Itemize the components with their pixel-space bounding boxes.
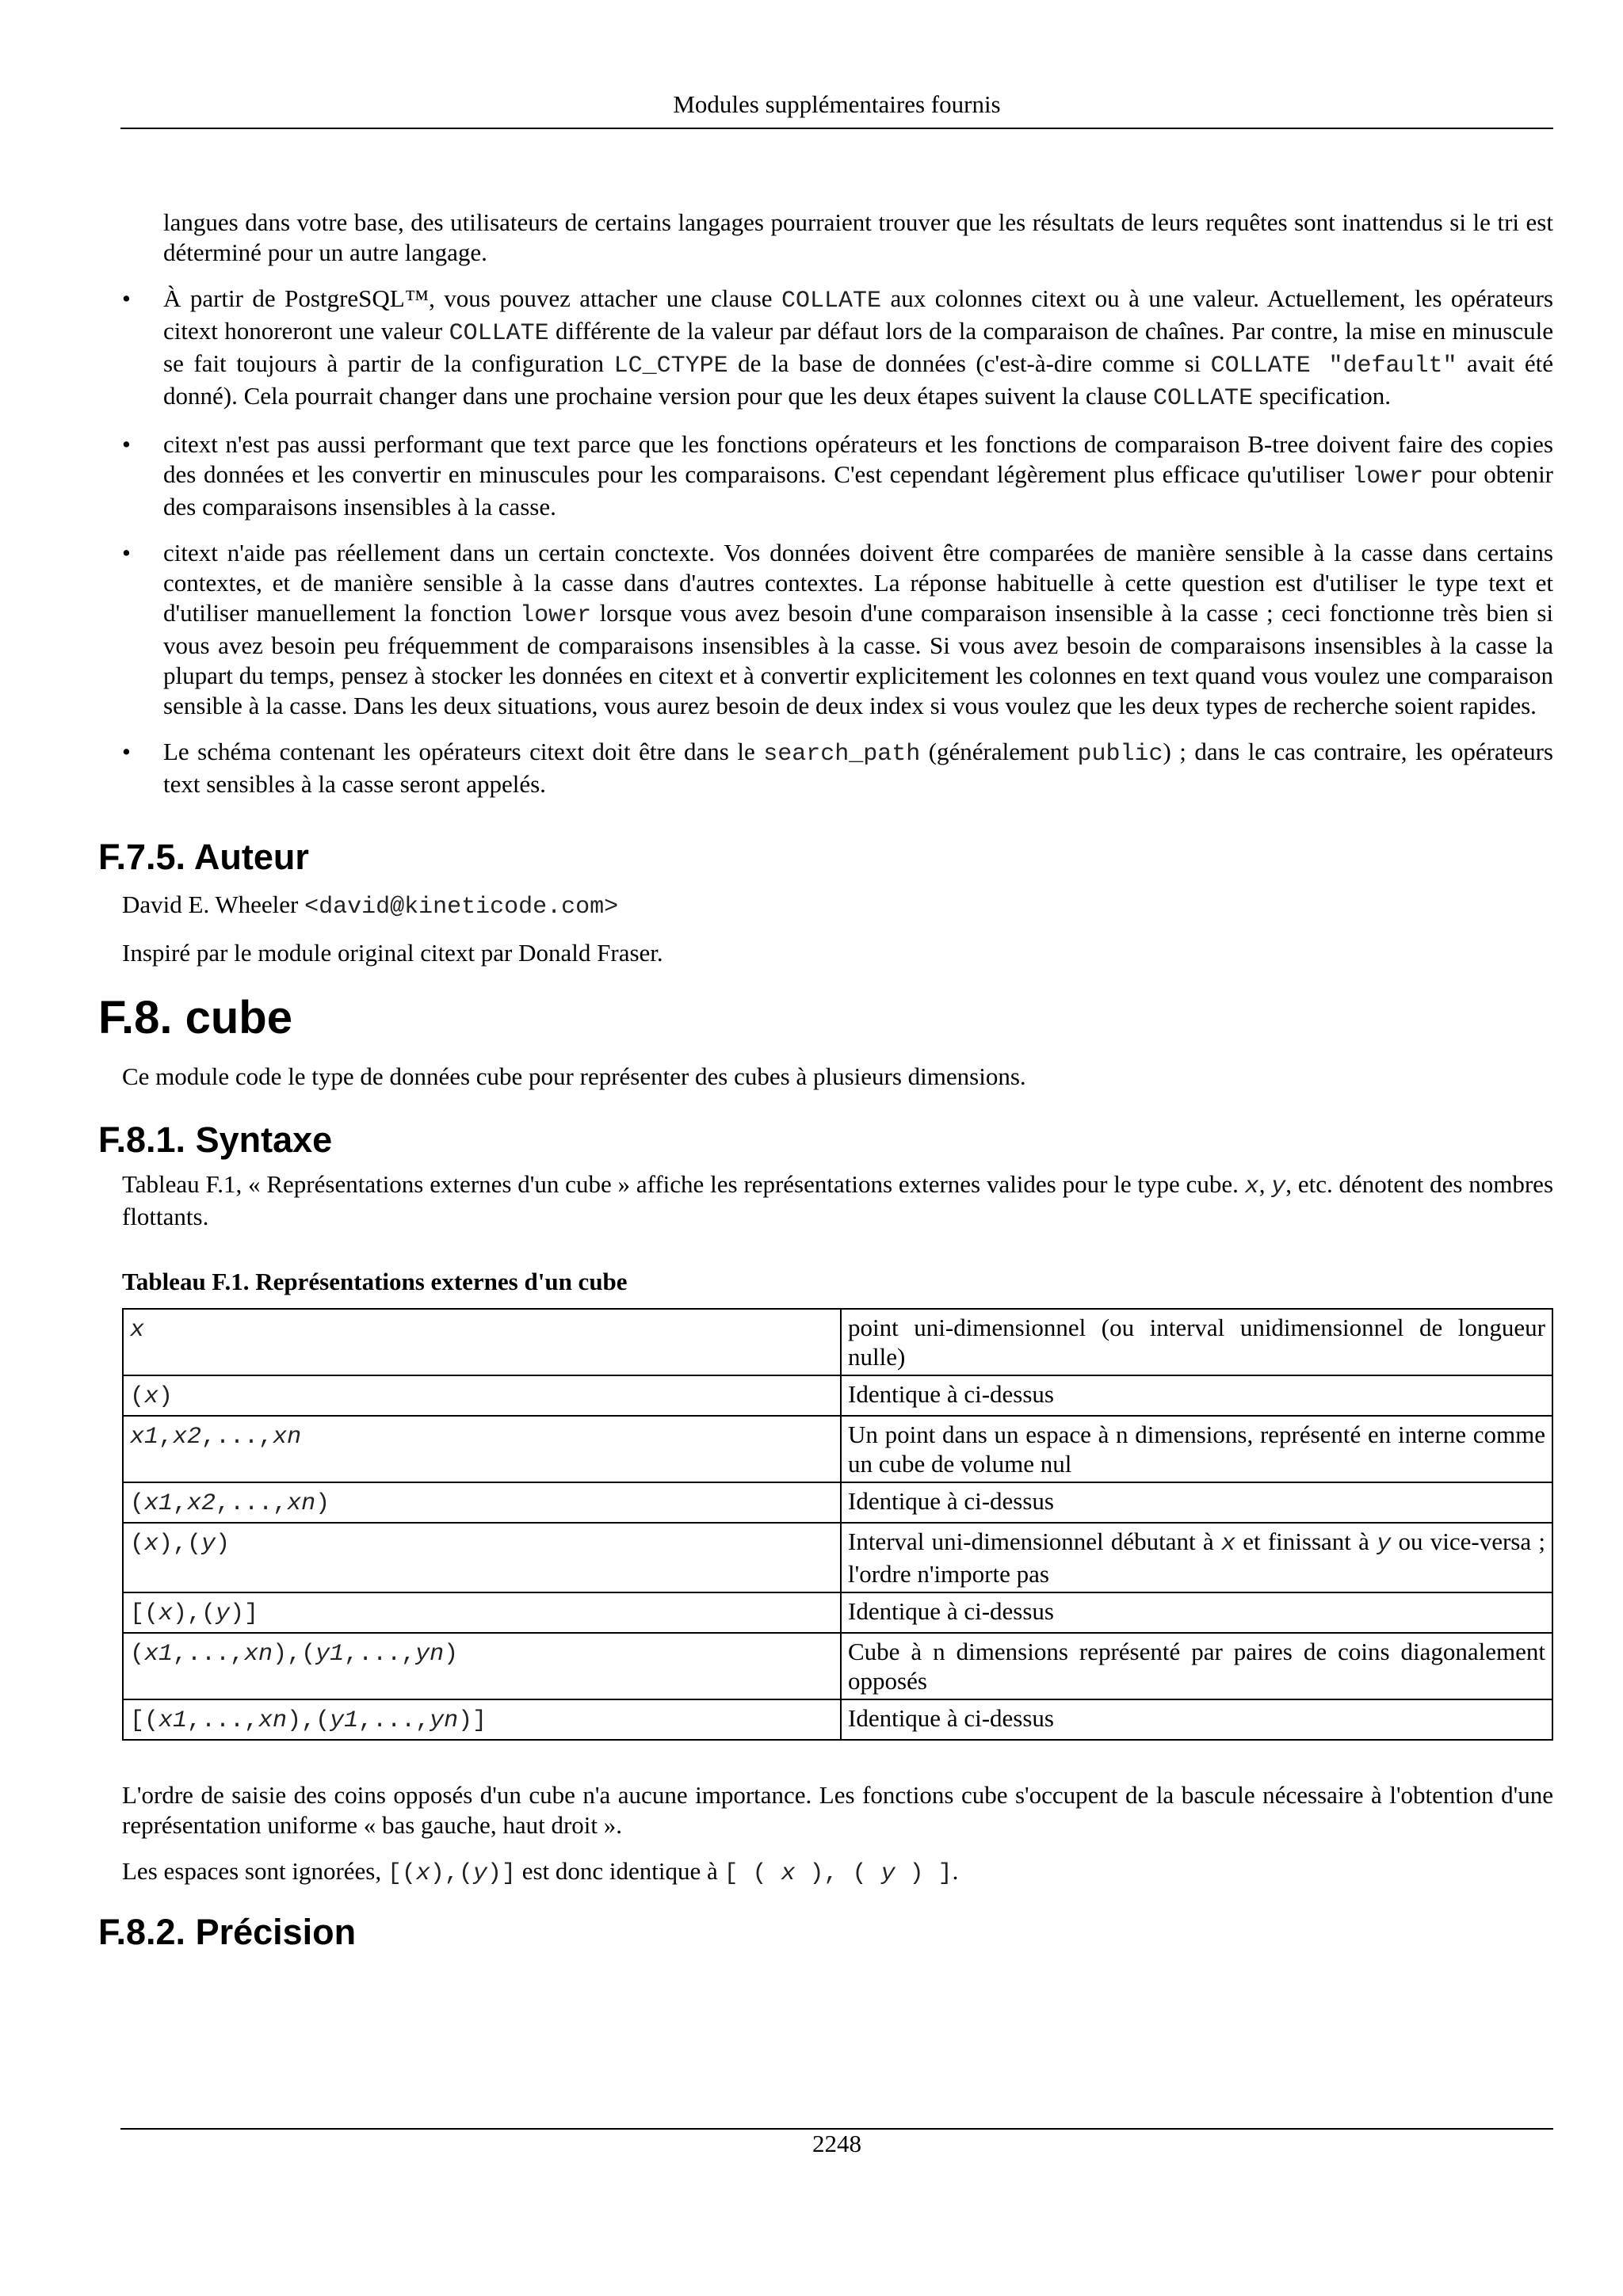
table-cell-syntax: [(x),(y)] — [123, 1592, 841, 1633]
table-cell-description: point uni-dimensionnel (ou interval unidimensionnel de longueur nulle) — [841, 1309, 1552, 1375]
table-row — [123, 1482, 1552, 1523]
intro-continuation — [98, 208, 1553, 268]
whitespace-paragraph: Les espaces sont ignorées, [(x),(y)] est donc identique à [ ( x ), ( y ) ]. — [122, 1857, 959, 1887]
table-cell-syntax: x — [123, 1309, 841, 1375]
author-inspired: Inspiré par le module original citext par Donald Fraser. — [122, 939, 663, 967]
table-cell-syntax: (x),(y) — [123, 1523, 841, 1592]
table-cell-description: Identique à ci-dessus — [841, 1592, 1552, 1633]
list-item: • Le schéma contenant les opérateurs citext doit être dans le search_path (généralement public) ; dans le cas contraire, les opérateurs text sensibles à la casse seront appelés. — [122, 738, 1553, 798]
author-line: David E. Wheeler <david@kineticode.com> — [122, 891, 619, 921]
table-row — [123, 1592, 1552, 1633]
citext-limitations-list — [98, 284, 1553, 799]
table-cell-description: Identique à ci-dessus — [841, 1482, 1552, 1523]
cube-intro: Ce module code le type de données cube pour représenter des cubes à plusieurs dimensions. — [122, 1062, 1026, 1090]
header-rule — [120, 128, 1553, 129]
bullet-icon: • — [122, 539, 131, 566]
corner-order-paragraph: L'ordre de saisie des coins opposés d'un cube n'a aucune importance. Les fonctions cube s'occupent de la bascule nécessaire à l'obtention d'une représentation uniforme « bas gauche, haut droit ». — [122, 1781, 1553, 1839]
table-caption: Tableau F.1. Représentations externes d'un cube — [122, 1268, 628, 1295]
table-cell-syntax: [(x1,...,xn),(y1,...,yn)] — [123, 1699, 841, 1740]
page-number: 2248 — [812, 2130, 861, 2157]
table-row — [123, 1699, 1552, 1740]
section-heading-syntaxe: F.8.1. Syntaxe — [98, 1119, 333, 1160]
bullet-icon: • — [122, 738, 131, 765]
page-header: Modules supplémentaires fournis — [673, 90, 1001, 118]
page-content — [98, 208, 1553, 1954]
table-cell-description: Interval uni-dimensionnel débutant à x et finissant à y ou vice-versa ; l'ordre n'importe pas — [841, 1523, 1552, 1592]
section-heading-auteur: F.7.5. Auteur — [98, 837, 309, 877]
section-heading-cube: F.8. cube — [98, 992, 292, 1043]
section-heading-precision: F.8.2. Précision — [98, 1912, 357, 1952]
table-cell-description: Cube à n dimensions représenté par paires de coins diagonalement opposés — [841, 1633, 1552, 1699]
bullet-icon: • — [122, 430, 131, 458]
list-item: • citext n'aide pas réellement dans un certain conctexte. Vos données doivent être comparées de manière sensible à la casse dans certains contextes, et de manière sensible à la casse dans d'autres contextes. La réponse habituelle à cette question est d'utiliser le type text et d'utiliser manuellement la fonction lower lorsque vous avez besoin d'une comparaison insensible à la casse ; ceci fonctionne très bien si vous avez besoin peu fréquemment de comparaisons insensibles à la casse. Si vous avez besoin de comparaisons insensibles à la casse la plupart du temps, pensez à stocker les données en citext et à convertir explicitement les colonnes en text quand vous voulez une comparaison sensible à la casse. Dans les deux situations, vous aurez besoin de deux index si vous voulez que les deux types de recherche soient rapides. — [122, 539, 1553, 719]
list-item: • À partir de PostgreSQL™, vous pouvez attacher une clause COLLATE aux colonnes citext ou à une valeur. Actuellement, les opérateurs citext honoreront une valeur COLLATE différente de la valeur par défaut lors de la comparaison de chaînes. Par contre, la mise en minuscule se fait toujours à partir de la configuration LC_CTYPE de la base de données (c'est-à-dire comme si COLLATE "default" avait été donné). Cela pourrait changer dans une prochaine version pour que les deux étapes suivent la clause COLLATE specification. — [122, 284, 1554, 412]
author-email: <david@kineticode.com> — [304, 894, 619, 921]
table-row — [123, 1523, 1552, 1592]
table-cell-syntax: (x1,x2,...,xn) — [123, 1482, 841, 1523]
table-row — [123, 1633, 1552, 1699]
table-cell-description: Identique à ci-dessus — [841, 1699, 1552, 1740]
table-row — [123, 1416, 1552, 1482]
list-item: • citext n'est pas aussi performant que text parce que les fonctions opérateurs et les fonctions de comparaison B-tree doivent faire des copies des données et les convertir en minuscules pour les comparaisons. C'est cependant légèrement plus efficace qu'utiliser lower pour obtenir des comparaisons insensibles à la casse. — [122, 430, 1554, 521]
bullet-icon: • — [122, 284, 131, 312]
syntaxe-paragraph: Tableau F.1, « Représentations externes d'un cube » affiche les représentations externes valides pour le type cube. x, y, etc. dénotent des nombres flottants. — [122, 1170, 1554, 1230]
table-cell-description: Un point dans un espace à n dimensions, représenté en interne comme un cube de volume nul — [841, 1416, 1552, 1482]
cube-representations-table — [122, 1308, 1553, 1741]
table-cell-syntax: x1,x2,...,xn — [123, 1416, 841, 1482]
table-cell-description: Identique à ci-dessus — [841, 1375, 1552, 1416]
table-row — [123, 1309, 1552, 1375]
table-row — [123, 1375, 1552, 1416]
intro-text: langues dans votre base, des utilisateurs de certains langages pourraient trouver que les résultats de leurs requêtes sont inattendus si le tri est déterminé pour un autre langage. — [163, 208, 1553, 266]
table-cell-syntax: (x1,...,xn),(y1,...,yn) — [123, 1633, 841, 1699]
table-cell-syntax: (x) — [123, 1375, 841, 1416]
